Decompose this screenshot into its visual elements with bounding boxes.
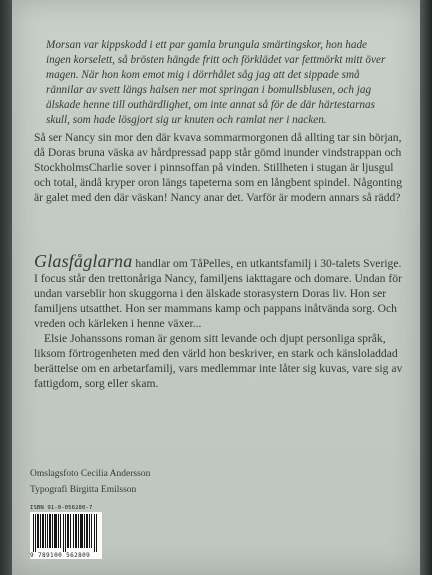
barcode-bars-icon	[30, 512, 102, 552]
credit-typography: Typografi Birgitta Emilsson	[30, 485, 137, 495]
barcode-digits: 9 789100 562809	[30, 552, 102, 559]
isbn-label: ISBN 91-0-056280-7	[30, 505, 93, 511]
credit-cover-photo: Omslagsfoto Cecilia Andersson	[30, 469, 151, 479]
blurb-paragraph-3	[34, 251, 406, 331]
book-page-edge	[420, 0, 432, 575]
book-spine-edge	[0, 0, 12, 575]
blurb-paragraphs	[34, 251, 406, 391]
book-title: Glasfåglarna	[34, 251, 133, 271]
barcode-icon	[30, 512, 102, 552]
credits	[30, 466, 230, 498]
barcode-block	[30, 505, 102, 561]
blurb-paragraph-3-body: handlar om TåPelles, en utkantsfamilj i 30-talets Sverige. I focus står den trettonåriga Nancy, familjens iakttagare och domare. Undan för undan varseblir hon skuggorna i den älskade storasystern Doras liv. Hon ser familjens utsatthet. Hon ser mammans kamp och pappans inåtvända sorg. Och vreden och kärleken i henne växer...	[34, 257, 402, 330]
blurb-paragraph-2: Så ser Nancy sin mor den där kvava sommarmorgonen då allting tar sin början, då Doras bruna väska av hårdpressad papp står gömd inunder vindstrappan och StockholmsCharlie sover i pinnsoffan på vinden. Stillheten i stugan är ljusgul och total, ändå kryper oron längs tapeterna som en långbent spindel. Någonting är galet med den där väskan! Nancy anar det. Varför är modern annars så rädd?	[34, 131, 402, 204]
intro-quote: Morsan var kippskodd i ett par gamla brungula smärtingskor, hon hade ingen korselett, så brösten hängde fritt och förklädet var fettmörkt mitt över magen. När hon kom emot mig i dörrhålet såg jag att det sippade små rännilar av svett längs halsen ner mot springan i bomullsblusen, och jag älskade henne till outhärdlighet, om inte annat så för de där härtestarnas skull, som hade lösgjort sig ur knuten och ramlat ner i nacken.	[46, 39, 386, 126]
blurb-paragraph-4: Elsie Johanssons roman är genom sitt levande och djupt personliga språk, liksom förtrogenheten med den värld hon beskriver, en stark och känsloladdad berättelse om en arbetarfamilj, vars medlemmar inte låter sig kuvas, vare sig av fattigdom, sorg eller skam.	[34, 332, 403, 390]
